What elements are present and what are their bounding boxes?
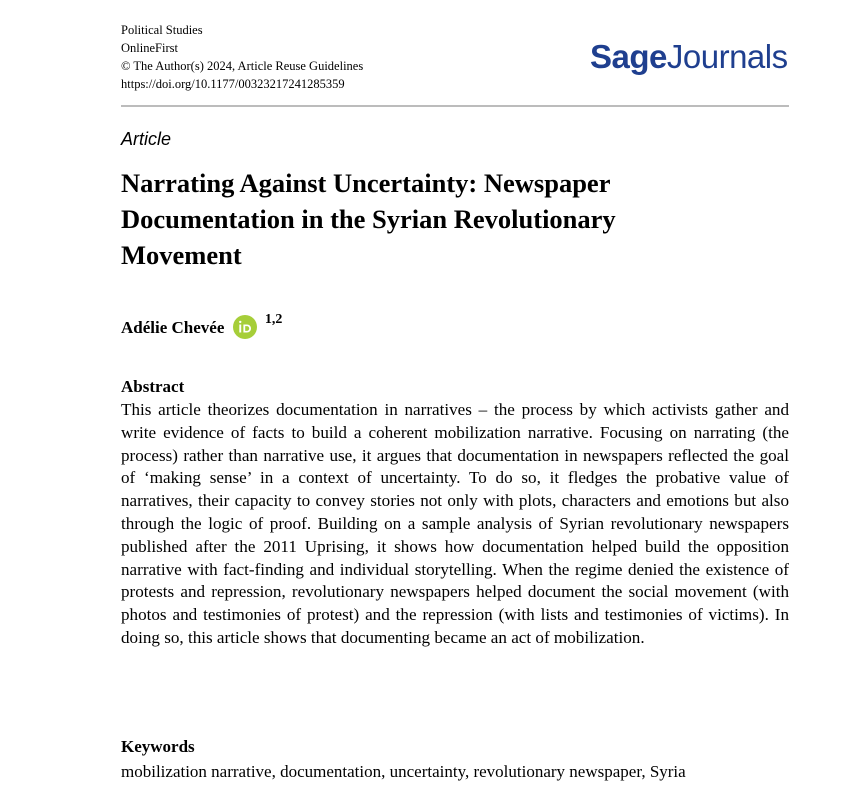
keywords-list: mobilization narrative, documentation, uncertainty, revolutionary newspaper, Syria [121, 762, 686, 781]
doi-link[interactable]: https://doi.org/10.1177/00323217241285359 [121, 77, 345, 91]
abstract-heading: Abstract [121, 377, 185, 396]
header-divider [121, 105, 789, 107]
sage-journals-logo[interactable]: SageJournals [590, 38, 788, 75]
author-affiliations[interactable]: 1,2 [264, 312, 283, 327]
orcid-icon[interactable] [233, 315, 257, 339]
article-title [121, 165, 721, 273]
abstract-text: This article theorizes documentation in narratives – the process by which activists gather and write evidence of facts to build a coherent mobilization narrative. Focusing on narrating (the process) rather than narrative use, it argues that documentation in newspapers reflected the goal of ‘making sense’ in a context of uncertainty. To do so, it fledges the probative value of narratives, their capacity to convey stories not only with plots, characters and emotions but also through the logic of proof. Building on a sample analysis of Syrian revolutionary newspapers published after the 2011 Uprising, it shows how documentation helped build the opposition narrative with fact-finding and individual storytelling. When the regime denied the existence of protests and repression, revolutionary newspapers helped document the social movement (with photos and testimonies of protest) and the repression (with lists and testimonies of victims). In doing so, this article shows that documenting became an act of mobilization. [121, 400, 789, 647]
author-name[interactable]: Adélie Chevée [121, 318, 225, 337]
keywords-heading: Keywords [121, 737, 195, 756]
copyright-line: © The Author(s) 2024, Article Reuse Guidelines [121, 59, 364, 73]
article-metadata [121, 21, 363, 93]
title-line: Movement [121, 240, 242, 270]
author-line [121, 312, 282, 341]
journal-name: Political Studies [121, 23, 203, 37]
title-line: Documentation in the Syrian Revolutionary [121, 204, 616, 234]
article-type-label: Article [121, 129, 172, 149]
publication-status: OnlineFirst [121, 41, 178, 55]
title-line: Narrating Against Uncertainty: Newspaper [121, 168, 611, 198]
